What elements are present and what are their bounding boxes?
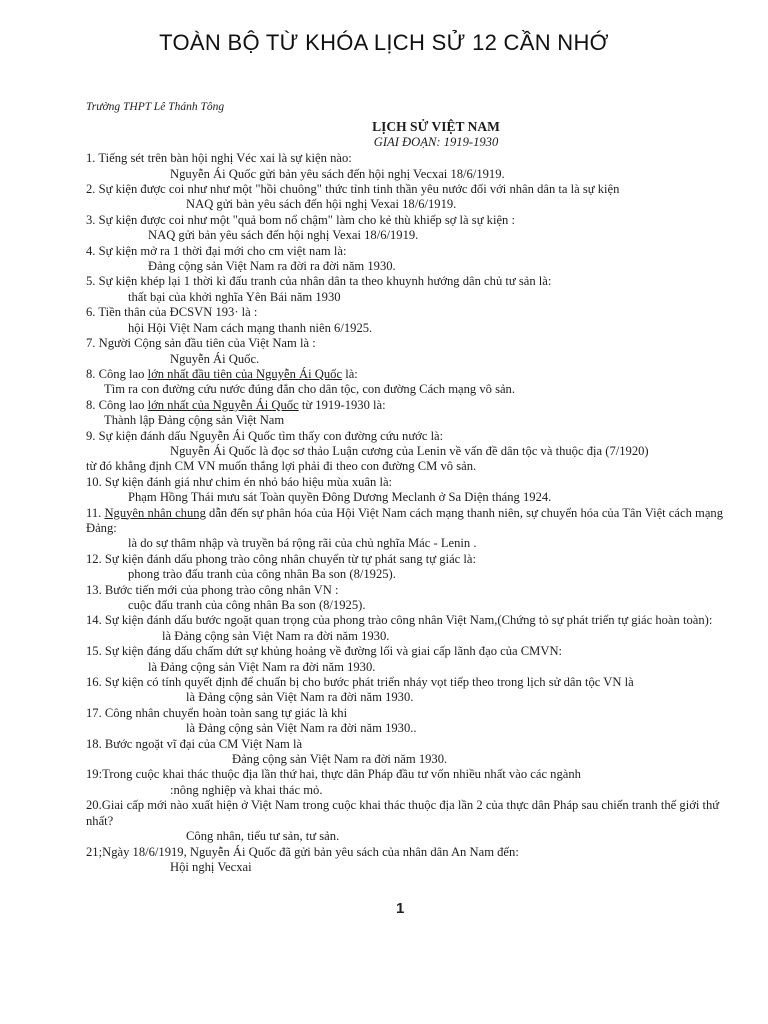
question-text: 14. Sự kiện đánh dấu bước ngoặt quan trọng của phong trào công nhân Việt Nam,(Chứng tỏ sự phát triển tự giác hoàn toàn): [86, 613, 713, 628]
answer-text: Thành lập Đảng cộng sản Việt Nam [104, 413, 285, 428]
question-text [86, 398, 726, 413]
question-text: 10. Sự kiện đánh giá như chim én nhỏ báo hiệu mùa xuân là: [86, 474, 393, 489]
question-11 [86, 506, 726, 552]
answer-text: cuộc đấu tranh của công nhân Ba son (8/1925). [128, 598, 366, 612]
question-18 [86, 737, 726, 768]
question-7 [86, 336, 726, 367]
question-text: 3. Sự kiện được coi như một "quả bom nổ chậm" làm cho kẻ thù khiếp sợ là sự kiện : [86, 212, 515, 227]
answer-text: Phạm Hồng Thái mưu sát Toàn quyền Đông Dương Meclanh ở Sa Diện tháng 1924. [128, 490, 552, 505]
question-prefix: 11. [86, 505, 105, 520]
question-text: 13. Bước tiến mới của phong trào công nhân VN : [86, 582, 339, 597]
answer-continuation: từ đó khẳng định CM VN muốn thắng lợi phải đi theo con đường CM vô sản. [86, 459, 477, 474]
question-4 [86, 244, 726, 275]
question-15 [86, 644, 726, 675]
answer-text: Hội nghị Vecxai [170, 859, 252, 874]
question-text: 9. Sự kiện đánh dấu Nguyễn Ái Quốc tìm thấy con đường cứu nước là: [86, 428, 444, 443]
question-underlined: lớn nhất đầu tiên của Nguyễn Ái Quốc [147, 366, 343, 381]
page-number: 1 [396, 900, 405, 917]
question-underlined: Nguyên nhân chung [104, 505, 206, 520]
question-17 [86, 706, 726, 737]
answer-text: Đảng cộng sản Việt Nam ra đời ra đời năm 1930. [148, 259, 396, 274]
question-text [86, 506, 726, 537]
answer-text: Nguyễn Ái Quốc. [170, 351, 260, 366]
question-text: 17. Công nhân chuyển hoàn toàn sang tự giác là khi [86, 705, 348, 720]
document-title: LỊCH SỬ VIỆT NAM [372, 119, 500, 135]
question-text: 20.Giai cấp mới nào xuất hiện ở Việt Nam trong cuộc khai thác thuộc địa lần 2 của thực dân Pháp sau chiến tranh thế giới thứ nhất? [86, 798, 720, 828]
answer-text: là Đảng cộng sản Việt Nam ra đời năm 1930. [186, 690, 414, 705]
question-14 [86, 613, 726, 644]
question-2 [86, 182, 726, 213]
question-suffix: là: [342, 366, 358, 381]
answer-text: hội Hội Việt Nam cách mạng thanh niên 6/1925. [128, 320, 373, 335]
question-suffix: từ 1919-1930 là: [298, 397, 386, 412]
question-text: 15. Sự kiện đáng dấu chấm dứt sự khủng hoảng về đường lối và giai cấp lãnh đạo của CMVN: [86, 644, 563, 659]
question-prefix: 8. Công lao [86, 397, 148, 412]
question-text: 1. Tiếng sét trên bàn hội nghị Véc xai là sự kiện nào: [86, 151, 352, 166]
answer-text: thất bại của khởi nghĩa Yên Bái năm 1930 [128, 289, 341, 304]
question-text: 16. Sự kiện có tính quyết định để chuẩn bị cho bước phát triển nháy vọt tiếp theo trong lịch sử dân tộc VN là [86, 675, 634, 690]
answer-text: Công nhân, tiểu tư sản, tư sản. [186, 829, 340, 844]
question-text: 6. Tiền thân của ĐCSVN 193· là : [86, 305, 258, 320]
answer-text: là Đảng cộng sản Việt Nam ra đời năm 1930. [162, 628, 390, 643]
question-19 [86, 767, 726, 798]
question-text: 5. Sự kiện khép lại 1 thời kì đấu tranh của nhân dân ta theo khuynh hướng dân chủ tư sản là: [86, 274, 552, 289]
question-16 [86, 675, 726, 706]
question-text: 19:Trong cuộc khai thác thuộc địa lần thứ hai, thực dân Pháp đầu tư vốn nhiều nhất vào các ngành [86, 767, 581, 782]
question-21 [86, 845, 726, 876]
answer-text: là Đảng cộng sản Việt Nam ra đời năm 1930. [148, 659, 376, 674]
question-10 [86, 475, 726, 506]
answer-text: là Đảng cộng sản Việt Nam ra đời năm 1930.. [186, 721, 417, 736]
question-3 [86, 213, 726, 244]
answer-text: là do sự thâm nhập và truyền bá rộng rãi của chủ nghĩa Mác - Lenin . [128, 536, 477, 551]
question-text: 4. Sự kiện mở ra 1 thời đại mới cho cm việt nam là: [86, 243, 347, 258]
answer-text: NAQ gửi bản yêu sách đến hội nghị Vexai 18/6/1919. [148, 228, 419, 243]
answer-text: Tìm ra con đường cứu nước đúng đắn cho dân tộc, con đường Cách mạng vô sản. [104, 382, 516, 397]
page-banner-title: TOÀN BỘ TỪ KHÓA LỊCH SỬ 12 CẦN NHỚ [159, 30, 609, 55]
answer-text: Đảng cộng sản Việt Nam ra đời năm 1930. [232, 752, 448, 767]
answer-text: NAQ gửi bản yêu sách đến hội nghị Vexai 18/6/1919. [186, 197, 457, 212]
question-20 [86, 798, 726, 844]
school-name: Trường THPT Lê Thánh Tông [86, 101, 225, 113]
question-prefix: 8. Công lao [86, 366, 148, 381]
question-13 [86, 583, 726, 614]
question-text: 21;Ngày 18/6/1919, Nguyễn Ái Quốc đã gửi bản yêu sách của nhân dân An Nam đến: [86, 844, 519, 859]
answer-text: Nguyễn Ái Quốc gửi bản yêu sách đến hội nghị Vecxai 18/6/1919. [170, 166, 505, 181]
question-6 [86, 305, 726, 336]
answer-text: phong trào đấu tranh của công nhân Ba son (8/1925). [128, 567, 396, 582]
question-suffix: dẫn đến sự phân hóa của Hội Việt Nam cách mạng thanh niên, sự chuyển hóa của Tân Việt cách mạng Đảng: [86, 505, 723, 535]
question-text: 2. Sự kiện được coi như như một "hồi chuông" thức tỉnh tinh thần yêu nước đối với nhân dân ta là sự kiện [86, 182, 620, 197]
question-5 [86, 274, 726, 305]
document-period: GIAI ĐOẠN: 1919-1930 [373, 134, 499, 149]
question-8a [86, 367, 726, 398]
answer-text: Nguyễn Ái Quốc là đọc sơ thảo Luận cương của Lenin về vấn đề dân tộc và thuộc địa (7/1920) [170, 443, 649, 458]
question-text: 18. Bước ngoặt vĩ đại của CM Việt Nam là [86, 736, 303, 751]
answer-text: :nông nghiệp và khai thác mỏ. [170, 782, 323, 797]
question-text: 12. Sự kiện đánh dấu phong trào công nhân chuyển từ tự phát sang tự giác là: [86, 551, 476, 566]
question-12 [86, 552, 726, 583]
question-1 [86, 151, 726, 182]
question-9 [86, 429, 726, 475]
question-8b [86, 398, 726, 429]
question-text [86, 367, 726, 382]
question-underlined: lớn nhất của Nguyễn Ái Quốc [147, 397, 299, 412]
question-text: 7. Người Cộng sản đầu tiên của Việt Nam là : [86, 336, 316, 351]
scanned-document [86, 100, 726, 875]
